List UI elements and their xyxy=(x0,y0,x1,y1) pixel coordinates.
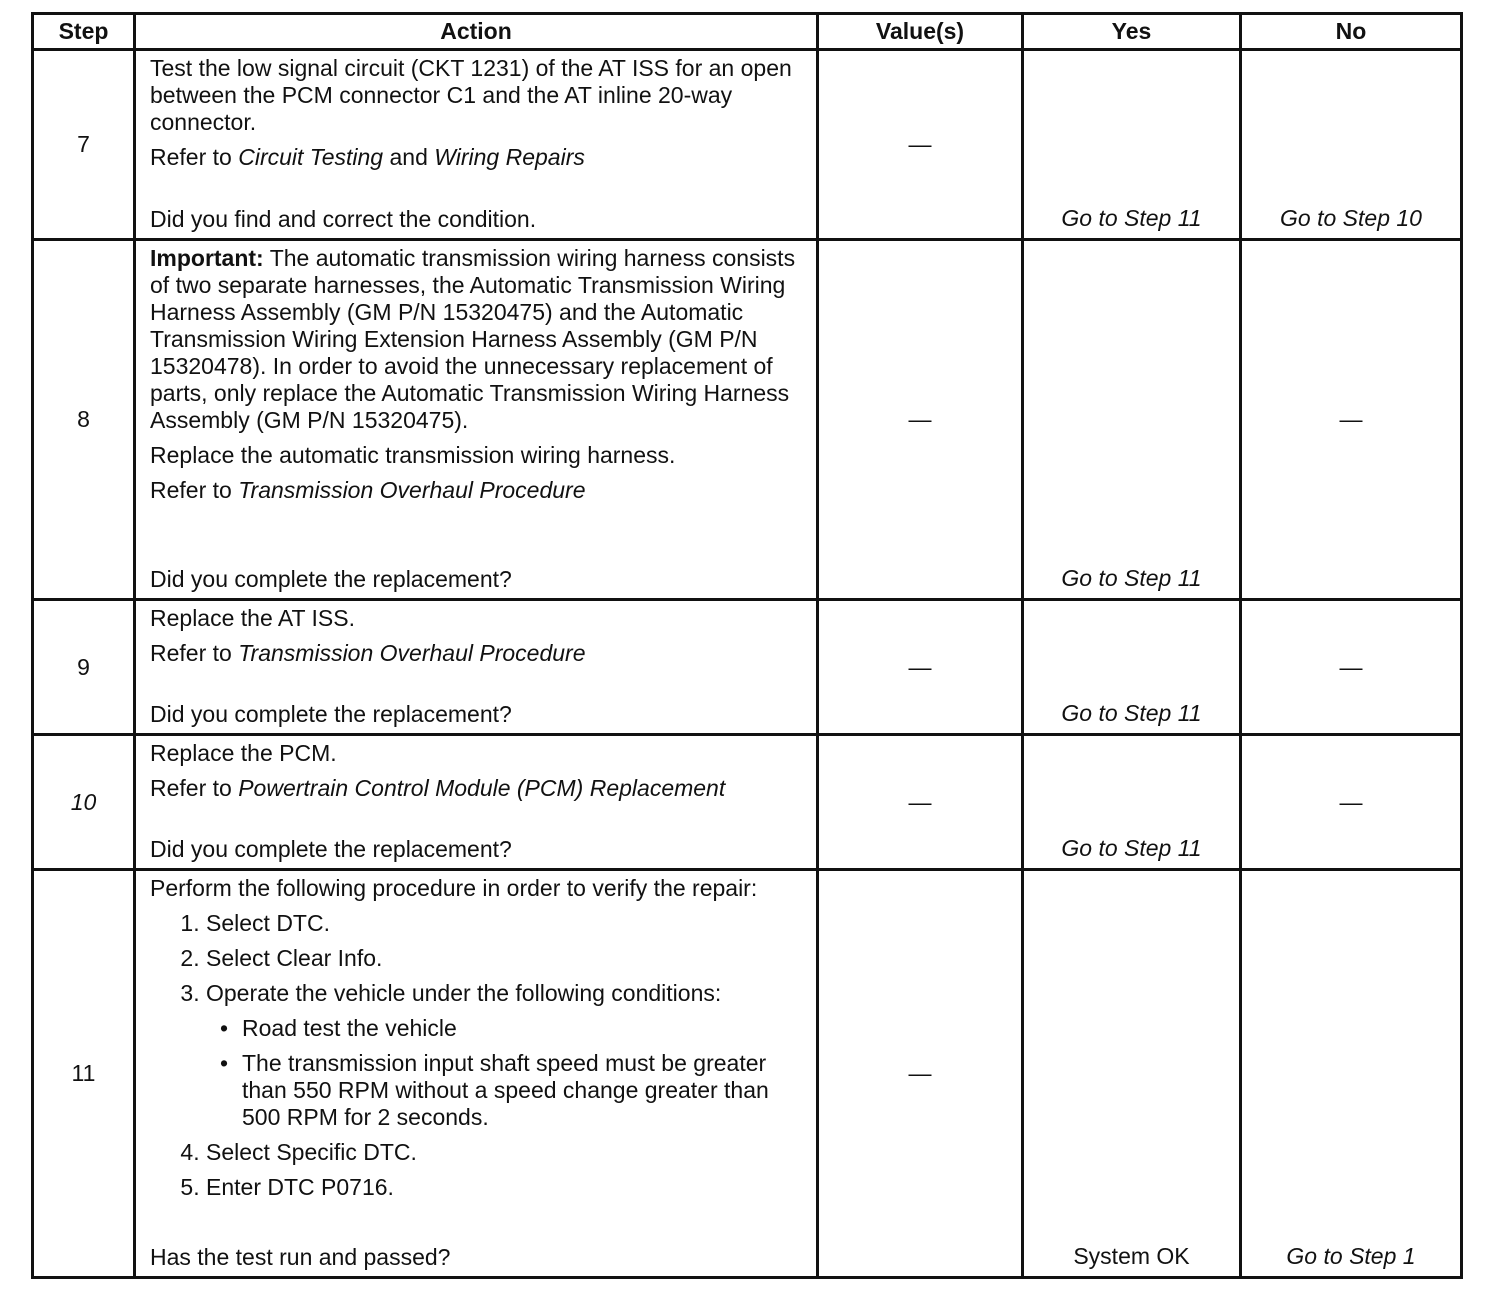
condition-list xyxy=(206,1015,806,1131)
no-cell xyxy=(1241,735,1462,870)
refer-wiring-repairs: Wiring Repairs xyxy=(434,144,585,170)
no-value: — xyxy=(1339,653,1363,680)
yes-cell xyxy=(1023,600,1241,735)
no-value: — xyxy=(1339,406,1363,432)
refer-line xyxy=(150,640,806,667)
action-question: Did you complete the replacement? xyxy=(150,566,512,592)
yes-goto-step-11: Go to Step 11 xyxy=(1061,835,1202,861)
important-text: The automatic transmission wiring harness consists of two separate harnesses, the Automatic Transmission Wiring Harness Assembly (GM P/N 15320475) and the Automatic Transmission Wiring Extension Harness Assembly (GM P/N 15320478). In order to avoid the unnecessary replacement of parts, only replace the Automatic Transmission Wiring Harness Assembly (GM P/N 15320475). xyxy=(150,245,796,433)
value-cell: — xyxy=(818,870,1023,1278)
refer-pcm-replacement: Powertrain Control Module (PCM) Replacement xyxy=(238,775,726,801)
procedure-step: 2. Select Clear Info. xyxy=(206,945,806,972)
action-question: Did you find and correct the condition. xyxy=(150,206,537,232)
action-cell xyxy=(135,870,818,1278)
refer-prefix: Refer to xyxy=(150,144,239,170)
header-values: Value(s) xyxy=(818,14,1023,50)
no-goto-step-1: Go to Step 1 xyxy=(1286,1243,1416,1269)
condition-item: • Road test the vehicle xyxy=(242,1015,806,1042)
table-row-step-9 xyxy=(33,600,1462,735)
action-text: Replace the automatic transmission wiring harness. xyxy=(150,442,676,468)
header-yes: Yes xyxy=(1023,14,1241,50)
table-row-step-11 xyxy=(33,870,1462,1278)
action-text: Replace the PCM. xyxy=(150,740,337,766)
yes-goto-step-11: Go to Step 11 xyxy=(1061,700,1202,726)
refer-prefix: Refer to xyxy=(150,640,239,666)
procedure-list xyxy=(150,910,806,1201)
yes-goto-step-11: Go to Step 11 xyxy=(1061,205,1202,231)
yes-system-ok: System OK xyxy=(1073,1243,1190,1269)
step-number: 8 xyxy=(33,240,135,600)
yes-cell xyxy=(1023,870,1241,1278)
no-cell xyxy=(1241,600,1462,735)
procedure-step xyxy=(206,980,806,1131)
action-question: Did you complete the replacement? xyxy=(150,701,512,727)
action-cell xyxy=(135,735,818,870)
important-label: Important: xyxy=(150,245,264,271)
step-number: 9 xyxy=(33,600,135,735)
yes-cell xyxy=(1023,240,1241,600)
action-text: Replace the AT ISS. xyxy=(150,605,355,631)
action-question: Did you complete the replacement? xyxy=(150,836,512,862)
no-value: — xyxy=(1339,788,1363,815)
header-action: Action xyxy=(135,14,818,50)
no-cell xyxy=(1241,240,1462,600)
value-cell: — xyxy=(818,240,1023,600)
procedure-step-text: Operate the vehicle under the following conditions: xyxy=(206,980,722,1006)
procedure-step: 5. Enter DTC P0716. xyxy=(206,1174,806,1201)
action-cell xyxy=(135,600,818,735)
yes-cell xyxy=(1023,735,1241,870)
table-row-step-10 xyxy=(33,735,1462,870)
step-number: 11 xyxy=(33,870,135,1278)
refer-transmission-overhaul: Transmission Overhaul Procedure xyxy=(238,640,586,666)
step-number: 7 xyxy=(33,50,135,240)
action-text: Perform the following procedure in order to verify the repair: xyxy=(150,875,758,901)
refer-and: and xyxy=(383,144,435,170)
action-cell xyxy=(135,50,818,240)
refer-line xyxy=(150,144,806,171)
refer-circuit-testing: Circuit Testing xyxy=(238,144,384,170)
table-row-step-8 xyxy=(33,240,1462,600)
value-cell: — xyxy=(818,50,1023,240)
refer-transmission-overhaul: Transmission Overhaul Procedure xyxy=(238,477,586,503)
action-cell xyxy=(135,240,818,600)
header-no: No xyxy=(1241,14,1462,50)
action-question: Has the test run and passed? xyxy=(150,1244,451,1270)
step-number: 10 xyxy=(33,735,135,870)
refer-line xyxy=(150,775,806,802)
value-cell: — xyxy=(818,600,1023,735)
refer-prefix: Refer to xyxy=(150,477,239,503)
no-cell xyxy=(1241,50,1462,240)
header-step: Step xyxy=(33,14,135,50)
procedure-step: 4. Select Specific DTC. xyxy=(206,1139,806,1166)
diagnostic-table xyxy=(31,12,1463,1279)
condition-item: • The transmission input shaft speed must be greater than 550 RPM without a speed change greater than 500 RPM for 2 seconds. xyxy=(242,1050,806,1131)
no-cell xyxy=(1241,870,1462,1278)
procedure-step: 1. Select DTC. xyxy=(206,910,806,937)
refer-prefix: Refer to xyxy=(150,775,239,801)
no-goto-step-10: Go to Step 10 xyxy=(1280,205,1422,231)
yes-goto-step-11: Go to Step 11 xyxy=(1061,565,1202,591)
action-text: Test the low signal circuit (CKT 1231) of the AT ISS for an open between the PCM connector C1 and the AT inline 20-way connector. xyxy=(150,55,792,135)
yes-cell xyxy=(1023,50,1241,240)
value-cell: — xyxy=(818,735,1023,870)
table-row-step-7 xyxy=(33,50,1462,240)
header-row xyxy=(33,14,1462,50)
important-note xyxy=(150,245,806,434)
refer-line xyxy=(150,477,806,504)
